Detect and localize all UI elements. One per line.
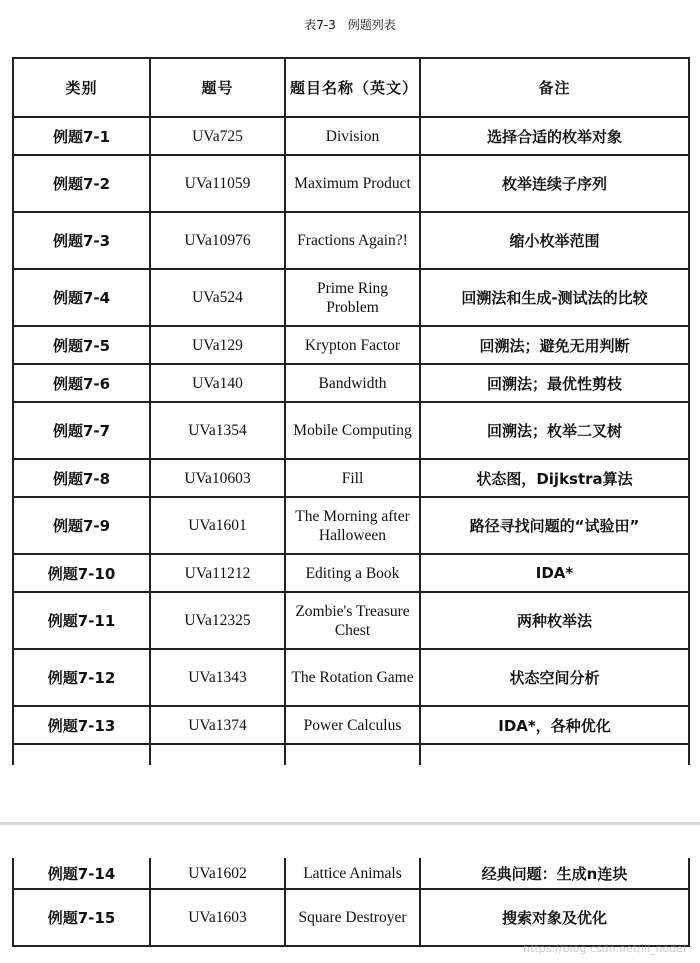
cell-name: Editing a Book: [285, 554, 420, 592]
cell-name: Power Calculus: [285, 706, 420, 744]
cell-id: UVa11059: [150, 155, 285, 212]
cell-note: 路径寻找问题的“试验田”: [420, 497, 689, 554]
table-row: [13, 649, 689, 706]
cell-category: 例题7-9: [13, 497, 150, 554]
table-row: [13, 459, 689, 497]
caption-label: 表7-3: [304, 18, 336, 32]
cell-note: 回溯法和生成-测试法的比较: [420, 269, 689, 326]
table-header-row: [13, 58, 689, 117]
cell-category: 例题7-10: [13, 554, 150, 592]
cell-note: 搜索对象及优化: [420, 889, 689, 946]
cell-name: Bandwidth: [285, 364, 420, 402]
cell-category: 例题7-1: [13, 117, 150, 155]
cell-name: Mobile Computing: [285, 402, 420, 459]
table-caption: [0, 16, 700, 33]
cell-name: Fractions Again?!: [285, 212, 420, 269]
cell-id: UVa1603: [150, 889, 285, 946]
cell-name: Zombie's Treasure Chest: [285, 592, 420, 649]
table-row: [13, 117, 689, 155]
cell-note: 回溯法；避免无用判断: [420, 326, 689, 364]
cell-note: 枚举连续子序列: [420, 155, 689, 212]
watermark: https://blog.csdn.net/ill_nodel: [523, 942, 686, 955]
caption-title: 例题列表: [347, 18, 396, 32]
cell-note: IDA*: [420, 554, 689, 592]
header-note: 备注: [420, 58, 689, 117]
cell-name: Square Destroyer: [285, 889, 420, 946]
cell-id: UVa524: [150, 269, 285, 326]
cell-category: 例题7-3: [13, 212, 150, 269]
cell-name: Maximum Product: [285, 155, 420, 212]
table-row: [13, 364, 689, 402]
cell-category: 例题7-13: [13, 706, 150, 744]
table-row-empty: [13, 744, 689, 765]
empty-cell: [285, 744, 420, 765]
table-row: [13, 155, 689, 212]
table-row: [13, 706, 689, 744]
header-id: 题号: [150, 58, 285, 117]
cell-name: The Morning after Halloween: [285, 497, 420, 554]
problem-table-page-1: [12, 57, 690, 765]
cell-category: 例题7-15: [13, 889, 150, 946]
cell-id: UVa725: [150, 117, 285, 155]
cell-category: 例题7-14: [13, 858, 150, 889]
cell-id: UVa10976: [150, 212, 285, 269]
cell-name: Krypton Factor: [285, 326, 420, 364]
cell-id: UVa1354: [150, 402, 285, 459]
cell-category: 例题7-11: [13, 592, 150, 649]
table-row: [13, 269, 689, 326]
empty-cell: [150, 744, 285, 765]
table-row: [13, 554, 689, 592]
cell-category: 例题7-7: [13, 402, 150, 459]
cell-note: IDA*，各种优化: [420, 706, 689, 744]
problem-table-page-2: [12, 858, 690, 947]
empty-cell: [13, 744, 150, 765]
cell-note: 缩小枚举范围: [420, 212, 689, 269]
cell-note: 选择合适的枚举对象: [420, 117, 689, 155]
empty-cell: [420, 744, 689, 765]
cell-name: The Rotation Game: [285, 649, 420, 706]
table-row: [13, 858, 689, 889]
cell-name: Division: [285, 117, 420, 155]
cell-note: 回溯法；枚举二叉树: [420, 402, 689, 459]
cell-id: UVa1601: [150, 497, 285, 554]
cell-category: 例题7-2: [13, 155, 150, 212]
table-row: [13, 212, 689, 269]
table-row: [13, 497, 689, 554]
cell-name: Fill: [285, 459, 420, 497]
cell-note: 状态空间分析: [420, 649, 689, 706]
cell-category: 例题7-4: [13, 269, 150, 326]
page-break: [0, 782, 700, 859]
page-separator: [0, 822, 700, 825]
cell-category: 例题7-6: [13, 364, 150, 402]
cell-note: 两种枚举法: [420, 592, 689, 649]
cell-note: 回溯法；最优性剪枝: [420, 364, 689, 402]
table-row: [13, 889, 689, 946]
table-row: [13, 402, 689, 459]
cell-note: 经典问题：生成n连块: [420, 858, 689, 889]
header-name: 题目名称（英文）: [285, 58, 420, 117]
cell-category: 例题7-12: [13, 649, 150, 706]
cell-category: 例题7-5: [13, 326, 150, 364]
table-row: [13, 326, 689, 364]
table-row: [13, 592, 689, 649]
header-category: 类别: [13, 58, 150, 117]
cell-id: UVa12325: [150, 592, 285, 649]
cell-id: UVa1374: [150, 706, 285, 744]
cell-category: 例题7-8: [13, 459, 150, 497]
cell-id: UVa140: [150, 364, 285, 402]
cell-id: UVa1343: [150, 649, 285, 706]
cell-name: Lattice Animals: [285, 858, 420, 889]
cell-id: UVa1602: [150, 858, 285, 889]
cell-id: UVa129: [150, 326, 285, 364]
cell-id: UVa10603: [150, 459, 285, 497]
cell-note: 状态图，Dijkstra算法: [420, 459, 689, 497]
cell-name: Prime Ring Problem: [285, 269, 420, 326]
cell-id: UVa11212: [150, 554, 285, 592]
